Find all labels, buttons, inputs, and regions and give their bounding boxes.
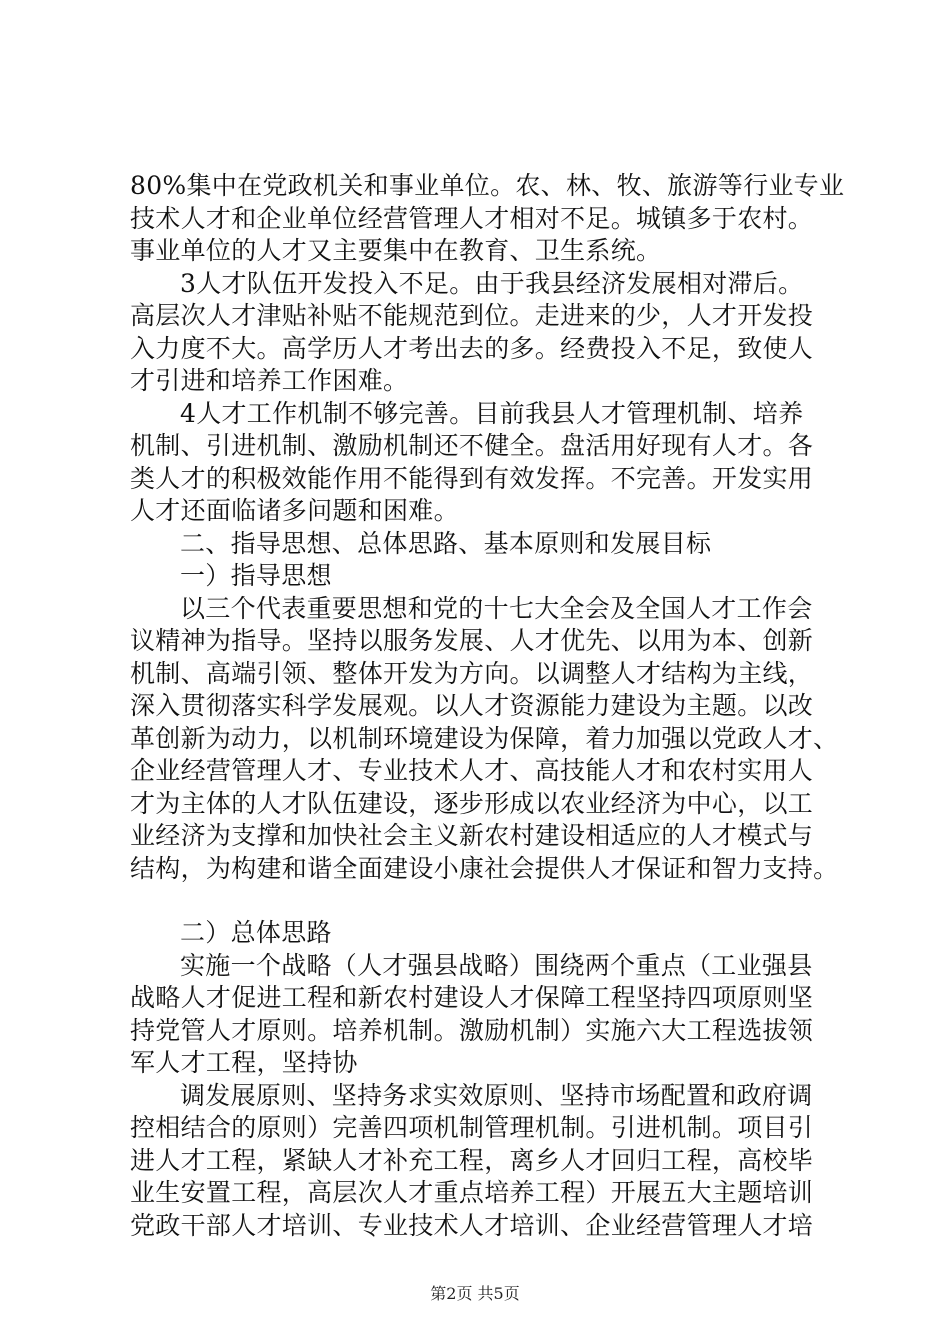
text-line: 军人才工程，坚持协 — [130, 1048, 358, 1077]
text-line: 才引进和培养工作困难。 — [130, 366, 409, 395]
text-line: 人才还面临诸多问题和困难。 — [130, 496, 459, 525]
text-line: 技术人才和企业单位经营管理人才相对不足。城镇多于农村。 — [130, 203, 814, 233]
page-footer: 第2页 共5页 — [430, 1284, 520, 1303]
text-line: 控相结合的原则）完善四项机制管理机制。引进机制。项目引 — [130, 1113, 814, 1142]
text-line: 一）指导思想 — [180, 561, 332, 590]
text-line: 调发展原则、坚持务求实效原则、坚持市场配置和政府调 — [180, 1080, 813, 1110]
text-line: 业经济为支撑和加快社会主义新农村建设相适应的人才模式与 — [130, 821, 814, 850]
text-line: 战略人才促进工程和新农村建设人才保障工程坚持四项原则坚 — [130, 983, 814, 1012]
text-line: 革创新为动力，以机制环境建设为保障，着力加强以党政人才、 — [130, 723, 839, 753]
text-line: 进人才工程，紧缺人才补充工程，离乡人才回归工程，高校毕 — [130, 1145, 814, 1175]
text-line: 入力度不大。高学历人才考出去的多。经费投入不足，致使人 — [130, 333, 814, 363]
text-line: 3人才队伍开发投入不足。由于我县经济发展相对滞后。 — [180, 268, 804, 298]
text-line: 持党管人才原则。培养机制。激励机制）实施六大工程选拔领 — [130, 1015, 814, 1045]
text-line: 机制、高端引领、整体开发为方向。以调整人才结构为主线， — [130, 658, 814, 688]
text-line: 实施一个战略（人才强县战略）围绕两个重点（工业强县 — [180, 950, 813, 980]
text-line: 类人才的积极效能作用不能得到有效发挥。不完善。开发实用 — [130, 463, 814, 493]
text-line: 业生安置工程，高层次人才重点培养工程）开展五大主题培训 — [130, 1178, 814, 1207]
text-line: 二）总体思路 — [180, 918, 332, 947]
text-line: 4人才工作机制不够完善。目前我县人才管理机制、培养 — [180, 398, 804, 428]
text-line: 结构，为构建和谐全面建设小康社会提供人才保证和智力支持。 — [130, 853, 839, 883]
text-line: 以三个代表重要思想和党的十七大全会及全国人才工作会 — [180, 593, 813, 623]
text-line: 才为主体的人才队伍建设，逐步形成以农业经济为中心，以工 — [130, 788, 814, 818]
text-line: 党政干部人才培训、专业技术人才培训、企业经营管理人才培 — [130, 1210, 814, 1240]
text-line: 机制、引进机制、激励机制还不健全。盘活用好现有人才。各 — [130, 431, 814, 460]
text-line: 议精神为指导。坚持以服务发展、人才优先、以用为本、创新 — [130, 626, 814, 655]
text-line: 80%集中在党政机关和事业单位。农、林、牧、旅游等行业专业 — [130, 171, 845, 200]
text-line: 二、指导思想、总体思路、基本原则和发展目标 — [180, 528, 712, 558]
document-body — [130, 170, 845, 1242]
text-line: 企业经营管理人才、专业技术人才、高技能人才和农村实用人 — [130, 756, 814, 785]
text-line: 事业单位的人才又主要集中在教育、卫生系统。 — [130, 236, 662, 265]
text-line: 深入贯彻落实科学发展观。以人才资源能力建设为主题。以改 — [130, 691, 814, 720]
paragraph-gap — [130, 885, 840, 917]
text-line: 高层次人才津贴补贴不能规范到位。走进来的少，人才开发投 — [130, 301, 814, 330]
